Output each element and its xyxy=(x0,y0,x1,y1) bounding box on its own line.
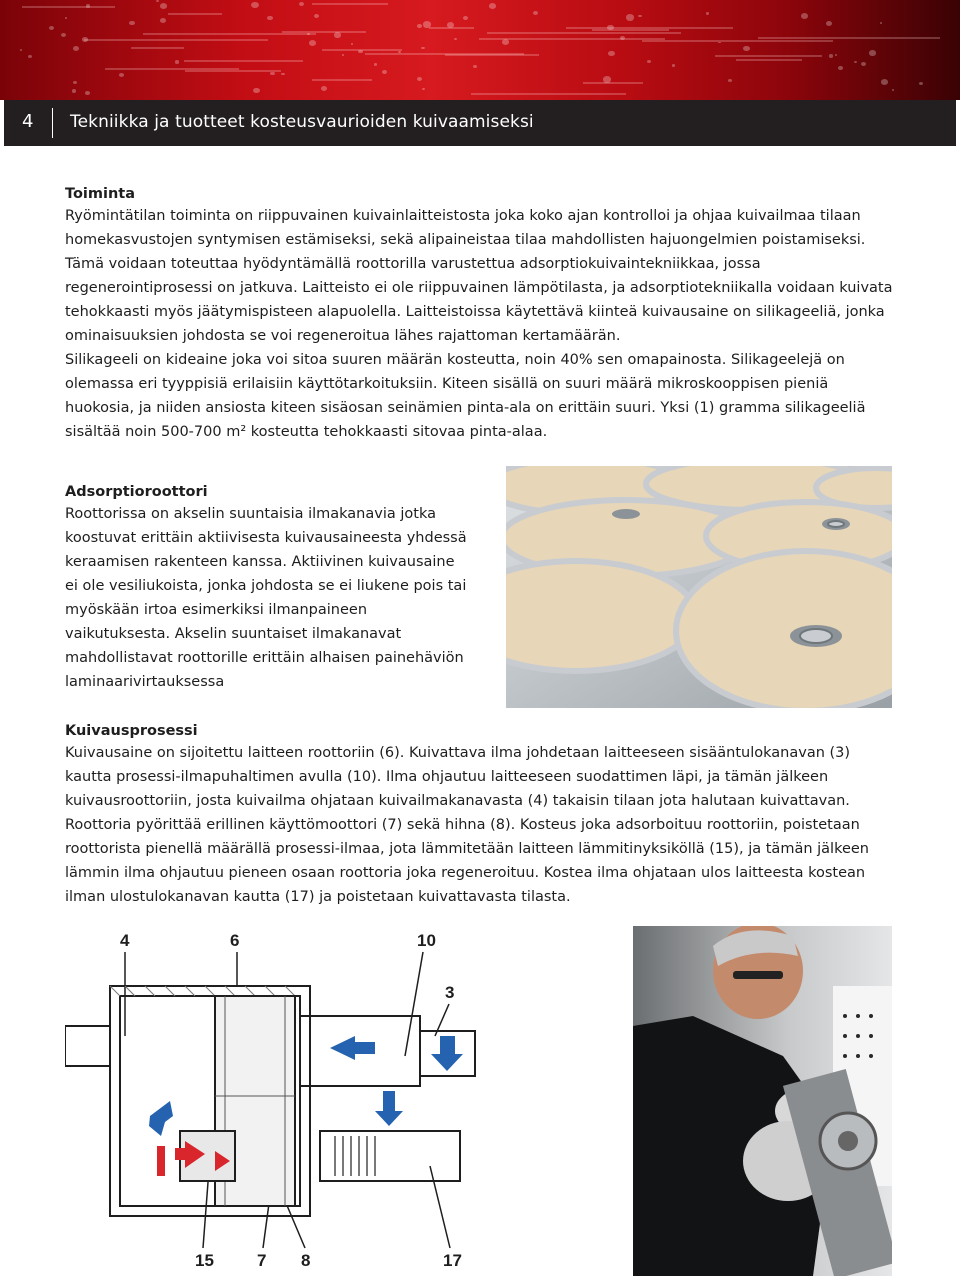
light-streak xyxy=(566,27,732,29)
water-drop xyxy=(647,60,651,64)
header-divider xyxy=(52,108,53,138)
light-streak xyxy=(84,39,268,41)
water-drop xyxy=(267,16,273,21)
water-drop xyxy=(251,2,258,8)
water-drop xyxy=(85,91,90,95)
water-drop xyxy=(417,77,422,81)
water-drop xyxy=(919,82,924,86)
water-drop xyxy=(728,79,732,82)
process-diagram xyxy=(65,926,490,1271)
water-drop xyxy=(334,32,341,37)
water-drop xyxy=(861,62,866,66)
light-streak xyxy=(429,27,474,29)
water-drop xyxy=(638,15,641,18)
water-drop xyxy=(743,46,750,51)
water-drop xyxy=(880,22,882,24)
rotor-photo xyxy=(506,466,892,708)
label-10: 10 xyxy=(417,931,436,950)
paragraph: Kuivausaine on sijoitettu laitteen roottoriin (6). Kuivattava ilma johdetaan laitteeseen sisääntulokanavan (3) kautta prosessi-ilmapuhaltimen avulla (10). Ilma ohjautuu laitteeseen suodattimen läpi, ja tämän jälkeen kuivausroottoriin, josta kuivailma ohjataan kuivailmakanavasta (4) takaisin tilaan jota halutaan kuivattavan. Roottoria pyörittää erillinen käyttömoottori (7) sekä hihna (8). Kosteus joka adsorboituu roottoriin, poistetaan roottorista pienellä määrällä prosessi-ilmaa, jota lämmitetään laitteen lämmitinyksiköllä (15), ja tämän jälkeen lämmin ilma ohjautuu pieneen osaan roottoria joka regeneroituu. Kostea ilma ohjataan ulos laitteesta kostean ilman ulostulokanavan kautta (17) ja poistetaan kuivattavasta tilasta. xyxy=(65,745,869,905)
water-drop xyxy=(20,49,22,51)
light-streak xyxy=(184,60,303,62)
paragraph: Ryömintätilan toiminta on riippuvainen kuivainlaitteistosta joka koko ajan kontrolloi ja ohjaa kuivailmaa tilaan homekasvustojen syntymisen estämiseksi, sekä alipaineistaa tilaa mahdollisten hajuongelmien poistamiseksi. Tämä voidaan toteuttaa hyödyntämällä roottorilla varustettua adsorptiokuivaintekniikkaa, jossa regenerointiprosessi on jatkuva. Laitteisto ei ole riippuvainen lämpötilasta, ja adsorptiotekniikalla voidaan kuivata tehokkaasti myös jäätymispisteen alapuolella. Laitteistoissa käytettävä kiinteä kuivausaine on silikageeliä, jonka ominaisuuksien johdosta se voi regeneroitua lähes rajattoman kertamäärän. xyxy=(65,208,893,344)
water-drop xyxy=(801,13,808,19)
section-toiminta xyxy=(65,184,895,444)
water-drop xyxy=(533,11,538,15)
water-drop xyxy=(270,72,274,76)
water-drop xyxy=(119,73,124,77)
light-streak xyxy=(445,54,539,56)
label-15: 15 xyxy=(195,1251,214,1270)
light-streak xyxy=(312,3,388,5)
page-title: Tekniikka ja tuotteet kosteusvaurioiden kuivaamiseksi xyxy=(70,112,534,132)
water-drop xyxy=(382,70,388,74)
header-banner-image xyxy=(0,0,960,100)
label-7: 7 xyxy=(257,1251,267,1270)
water-drop xyxy=(835,54,837,56)
paragraph: Silikageeli on kideaine joka voi sitoa suuren määrän kosteutta, noin 40% sen omapainosta. Silikageelejä on olemassa eri tyyppisiä erilaisiin käyttötarkoituksiin. Kiteen sisällä on suuri määrä mikroskooppisen pieniä huokosia, ja niiden ansiosta kiteen sisäosan seinämien pinta-ala on erittäin suuri. Yksi (1) gramma silikageeliä sisältää noin 500-700 m² kosteutta tehokkaasti sitovaa pinta-alaa. xyxy=(65,352,866,440)
light-streak xyxy=(322,49,402,51)
light-streak xyxy=(471,93,627,95)
label-8: 8 xyxy=(301,1251,311,1270)
label-4: 4 xyxy=(120,931,130,950)
water-drop xyxy=(160,3,167,9)
water-drop xyxy=(309,40,317,46)
light-streak xyxy=(105,68,239,70)
water-drop xyxy=(61,33,66,37)
water-drop xyxy=(718,42,720,44)
light-streak xyxy=(715,55,822,57)
section-heading: Kuivausprosessi xyxy=(65,723,198,739)
light-streak xyxy=(736,59,801,61)
water-drop xyxy=(129,21,135,26)
water-drop xyxy=(422,88,425,90)
water-drop xyxy=(28,55,32,58)
water-drop xyxy=(374,63,377,66)
water-drop xyxy=(421,47,424,50)
light-streak xyxy=(131,47,185,49)
light-streak xyxy=(592,29,669,31)
light-streak xyxy=(758,37,940,39)
water-drop xyxy=(672,64,675,66)
water-drop xyxy=(351,43,353,45)
water-drop xyxy=(65,17,67,19)
water-drop xyxy=(72,89,77,93)
water-drop xyxy=(281,73,284,76)
water-drop xyxy=(881,79,889,85)
water-drop xyxy=(299,2,304,6)
water-drop xyxy=(854,61,857,63)
section-kuivausprosessi xyxy=(65,721,895,909)
light-streak xyxy=(282,31,366,33)
label-6: 6 xyxy=(230,931,240,950)
water-drop xyxy=(73,46,79,51)
light-streak xyxy=(642,40,833,42)
light-streak xyxy=(479,38,664,40)
paragraph: Roottorissa on akselin suuntaisia ilmakanavia jotka koostuvat erittäin aktiivisesta kuivausaineesta yhdessä keraamisen rakenteen kanssa. Aktiivinen kuivausaine ei ole vesiliukoista, jonka johdosta se ei liukene pois tai myöskään irtoa esimerkiksi ilmanpaineen vaikutuksesta. Akselin suuntaiset ilmakanavat mahdollistavat roottorille erittäin alhaisen painehäviön laminaarivirtauksessa xyxy=(65,506,467,690)
section-heading: Adsorptioroottori xyxy=(65,484,208,500)
water-drop xyxy=(473,65,477,69)
water-drop xyxy=(73,81,77,84)
water-drop xyxy=(160,18,166,23)
water-drop xyxy=(869,50,876,55)
light-streak xyxy=(22,6,115,8)
water-drop xyxy=(156,0,159,2)
water-drop xyxy=(706,12,709,15)
water-drop xyxy=(342,54,344,56)
page-header xyxy=(4,100,956,146)
light-streak xyxy=(487,32,681,34)
worker-photo xyxy=(633,926,892,1276)
water-drop xyxy=(829,54,834,58)
water-drop xyxy=(49,26,54,30)
water-drop xyxy=(838,66,843,70)
water-drop xyxy=(463,16,468,20)
section-adsorptioroottori xyxy=(65,482,470,694)
light-streak xyxy=(583,82,643,84)
water-drop xyxy=(417,24,422,28)
light-streak xyxy=(312,79,372,81)
label-3: 3 xyxy=(445,983,455,1002)
water-drop xyxy=(175,60,179,63)
water-drop xyxy=(314,14,319,18)
water-drop xyxy=(892,89,894,91)
water-drop xyxy=(454,38,457,40)
light-streak xyxy=(168,13,222,15)
water-drop xyxy=(608,51,614,56)
water-drop xyxy=(489,3,497,9)
water-drop xyxy=(626,14,634,20)
water-drop xyxy=(321,86,327,91)
label-17: 17 xyxy=(443,1251,462,1270)
water-drop xyxy=(253,88,259,93)
light-streak xyxy=(143,33,316,35)
page-number: 4 xyxy=(22,111,34,132)
section-heading: Toiminta xyxy=(65,186,136,202)
water-drop xyxy=(826,21,832,26)
light-streak xyxy=(185,70,280,72)
